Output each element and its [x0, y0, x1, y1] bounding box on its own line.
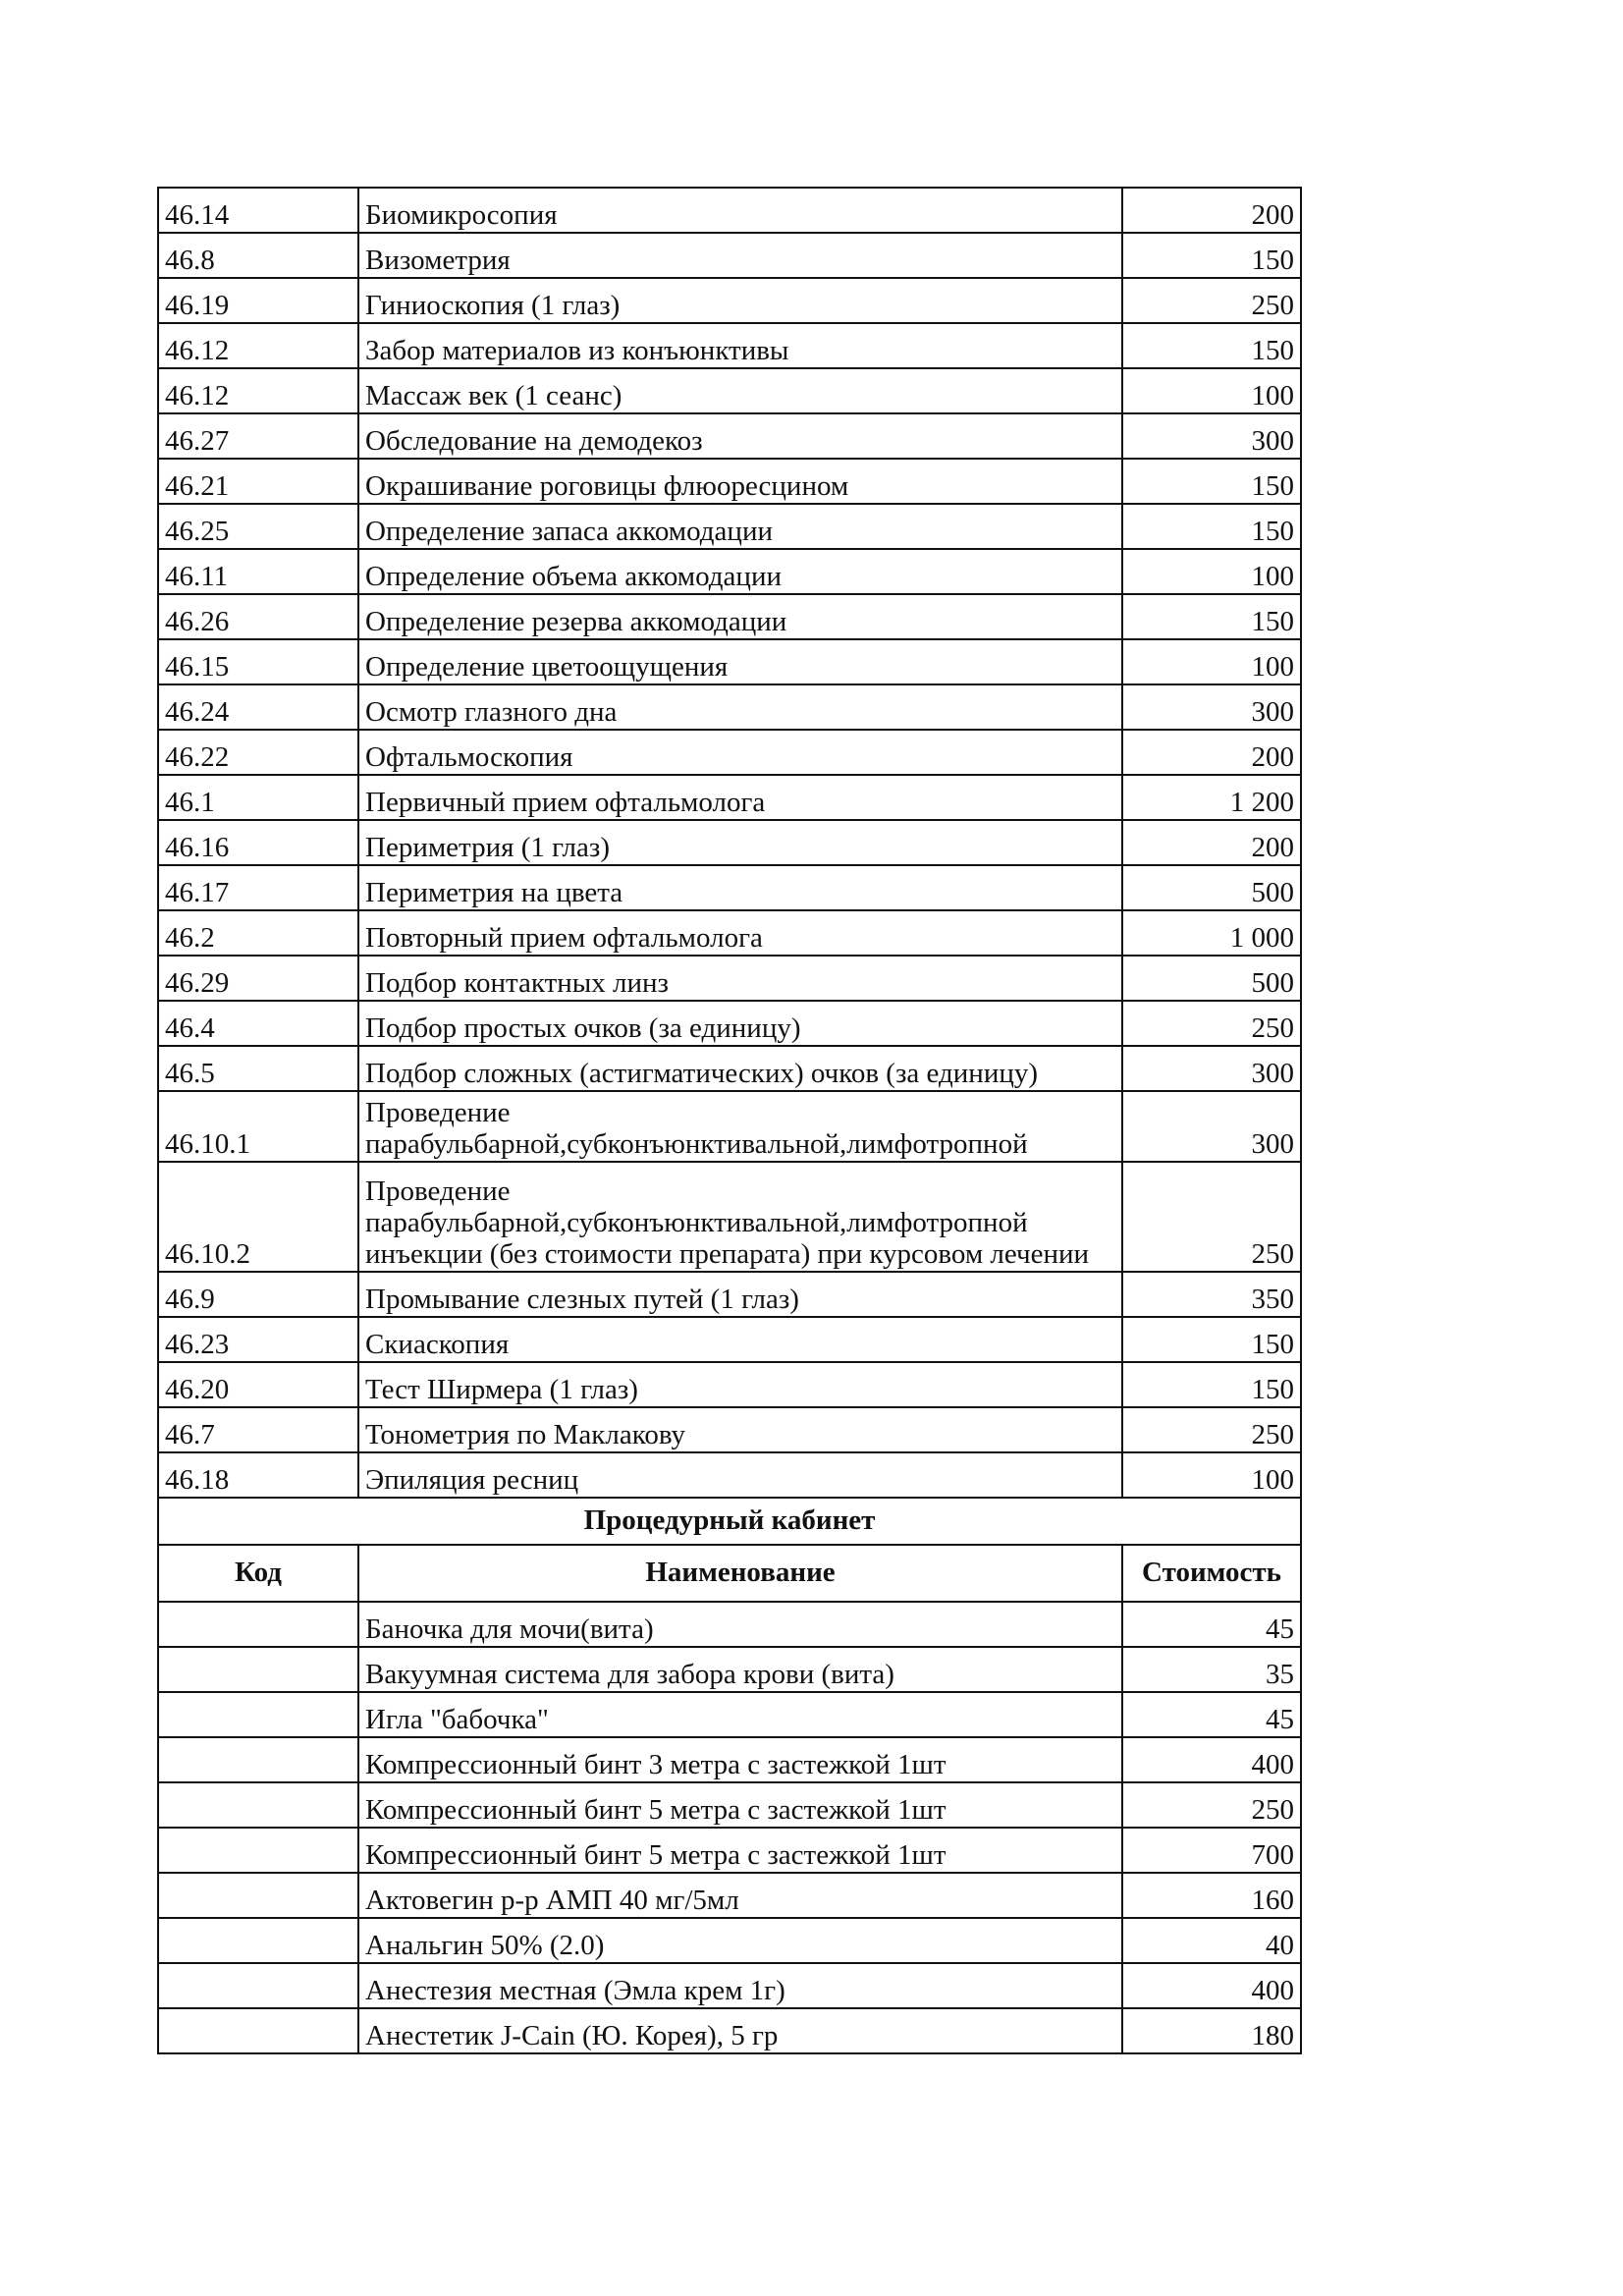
- row-code: 46.21: [158, 459, 358, 504]
- table-row: [158, 1737, 1301, 1782]
- procedure-section-heading: [158, 1498, 1301, 1602]
- row-code: 46.5: [158, 1046, 358, 1091]
- row-price: 200: [1122, 730, 1301, 775]
- row-code: 46.12: [158, 368, 358, 413]
- row-name: Окрашивание роговицы флюоресцином: [358, 459, 1122, 504]
- row-name: Определение запаса аккомодации: [358, 504, 1122, 549]
- row-name: [358, 1162, 1122, 1272]
- table-row: [158, 1272, 1301, 1317]
- row-code: 46.26: [158, 594, 358, 639]
- row-code: 46.27: [158, 413, 358, 459]
- row-price: 1 000: [1122, 910, 1301, 956]
- row-name: Определение резерва аккомодации: [358, 594, 1122, 639]
- row-name: Забор материалов из конъюнктивы: [358, 323, 1122, 368]
- row-code: 46.8: [158, 233, 358, 278]
- section-title: Процедурный кабинет: [158, 1498, 1301, 1545]
- row-name: Офтальмоскопия: [358, 730, 1122, 775]
- column-header-row: [158, 1545, 1301, 1602]
- row-name: Тест Ширмера (1 глаз): [358, 1362, 1122, 1407]
- row-name: Подбор контактных линз: [358, 956, 1122, 1001]
- row-code: 46.20: [158, 1362, 358, 1407]
- row-name: Периметрия (1 глаз): [358, 820, 1122, 865]
- row-name: Вакуумная система для забора крови (вита): [358, 1647, 1122, 1692]
- row-name: Анальгин 50% (2.0): [358, 1918, 1122, 1963]
- row-price: 35: [1122, 1647, 1301, 1692]
- table-row: [158, 910, 1301, 956]
- row-name-line: инъекции (без стоимости препарата) при курсовом лечении: [365, 1238, 1090, 1271]
- row-price: 500: [1122, 956, 1301, 1001]
- table-row: [158, 1647, 1301, 1692]
- table-row: [158, 1046, 1301, 1091]
- row-code: [158, 1602, 358, 1647]
- row-price: 150: [1122, 594, 1301, 639]
- table-row: [158, 1828, 1301, 1873]
- row-price: 100: [1122, 368, 1301, 413]
- procedure-section: [158, 1602, 1301, 2053]
- row-price: 45: [1122, 1692, 1301, 1737]
- row-price: 100: [1122, 639, 1301, 684]
- table-row: [158, 730, 1301, 775]
- row-price: 150: [1122, 323, 1301, 368]
- row-code: 46.19: [158, 278, 358, 323]
- row-code: [158, 1692, 358, 1737]
- row-price: 250: [1122, 278, 1301, 323]
- column-header-name: Наименование: [358, 1545, 1122, 1602]
- table-row: [158, 775, 1301, 820]
- row-name: Компрессионный бинт 3 метра с застежкой 1шт: [358, 1737, 1122, 1782]
- row-code: 46.29: [158, 956, 358, 1001]
- row-code: [158, 1963, 358, 2008]
- row-price: 150: [1122, 459, 1301, 504]
- table-row: [158, 1407, 1301, 1452]
- row-price: 160: [1122, 1873, 1301, 1918]
- row-code: 46.23: [158, 1317, 358, 1362]
- row-name: Анестезия местная (Эмла крем 1г): [358, 1963, 1122, 2008]
- table-row: [158, 1001, 1301, 1046]
- row-code: [158, 1828, 358, 1873]
- table-row: [158, 368, 1301, 413]
- row-code: 46.12: [158, 323, 358, 368]
- row-name: Первичный прием офтальмолога: [358, 775, 1122, 820]
- row-code: [158, 1647, 358, 1692]
- table-row: [158, 1317, 1301, 1362]
- row-code: 46.16: [158, 820, 358, 865]
- ophthalmology-section: [158, 188, 1301, 1498]
- row-name: Биомикросопия: [358, 188, 1122, 233]
- column-header-code: Код: [158, 1545, 358, 1602]
- row-price: 100: [1122, 549, 1301, 594]
- row-name: Периметрия на цвета: [358, 865, 1122, 910]
- table-row: [158, 1692, 1301, 1737]
- row-price: 150: [1122, 1362, 1301, 1407]
- table-row: [158, 233, 1301, 278]
- row-name-line: парабульбарной,субконъюнктивальной,лимфотропной: [365, 1128, 1028, 1161]
- row-code: 46.25: [158, 504, 358, 549]
- row-code: 46.2: [158, 910, 358, 956]
- table-row: [158, 1918, 1301, 1963]
- row-price: 150: [1122, 504, 1301, 549]
- table-row: [158, 865, 1301, 910]
- row-price: 350: [1122, 1272, 1301, 1317]
- price-table: [157, 187, 1302, 2054]
- table-row: [158, 1602, 1301, 1647]
- row-name: Эпиляция ресниц: [358, 1452, 1122, 1498]
- row-name: Определение объема аккомодации: [358, 549, 1122, 594]
- row-name: Игла "бабочка": [358, 1692, 1122, 1737]
- row-code: 46.4: [158, 1001, 358, 1046]
- row-name: Промывание слезных путей (1 глаз): [358, 1272, 1122, 1317]
- row-code: 46.14: [158, 188, 358, 233]
- row-price: 150: [1122, 233, 1301, 278]
- row-price: 200: [1122, 188, 1301, 233]
- table-row: [158, 504, 1301, 549]
- row-code: 46.1: [158, 775, 358, 820]
- row-name: Осмотр глазного дна: [358, 684, 1122, 730]
- row-price: 150: [1122, 1317, 1301, 1362]
- row-name: Визометрия: [358, 233, 1122, 278]
- row-code: [158, 1737, 358, 1782]
- table-row: [158, 1452, 1301, 1498]
- table-row: [158, 2008, 1301, 2053]
- table-row: [158, 413, 1301, 459]
- row-price: 200: [1122, 820, 1301, 865]
- row-code: [158, 1918, 358, 1963]
- table-row: [158, 639, 1301, 684]
- row-price: 300: [1122, 684, 1301, 730]
- row-name: Компрессионный бинт 5 метра с застежкой 1шт: [358, 1828, 1122, 1873]
- row-code: [158, 1873, 358, 1918]
- row-price: 400: [1122, 1737, 1301, 1782]
- row-name: Компрессионный бинт 5 метра с застежкой 1шт: [358, 1782, 1122, 1828]
- table-row: [158, 549, 1301, 594]
- row-code: [158, 1782, 358, 1828]
- section-title-row: [158, 1498, 1301, 1545]
- row-price: 300: [1122, 1046, 1301, 1091]
- row-code: 46.18: [158, 1452, 358, 1498]
- table-row: [158, 278, 1301, 323]
- row-name: Скиаскопия: [358, 1317, 1122, 1362]
- table-row: [158, 1162, 1301, 1272]
- row-name: Определение цветоощущения: [358, 639, 1122, 684]
- row-code: 46.15: [158, 639, 358, 684]
- row-price: 700: [1122, 1828, 1301, 1873]
- row-code: 46.7: [158, 1407, 358, 1452]
- row-price: 100: [1122, 1452, 1301, 1498]
- row-code: 46.24: [158, 684, 358, 730]
- row-price: 180: [1122, 2008, 1301, 2053]
- table-row: [158, 459, 1301, 504]
- table-row: [158, 820, 1301, 865]
- row-name-line: Проведение: [365, 1097, 511, 1129]
- row-code: 46.10.1: [158, 1091, 358, 1162]
- row-name: Массаж век (1 сеанс): [358, 368, 1122, 413]
- table-row: [158, 956, 1301, 1001]
- row-code: 46.17: [158, 865, 358, 910]
- row-price: 250: [1122, 1001, 1301, 1046]
- row-name-line: парабульбарной,субконъюнктивальной,лимфотропной: [365, 1207, 1028, 1239]
- table-row: [158, 684, 1301, 730]
- row-name: Подбор сложных (астигматических) очков (за единицу): [358, 1046, 1122, 1091]
- table-row: [158, 1362, 1301, 1407]
- row-price: 500: [1122, 865, 1301, 910]
- table-row: [158, 188, 1301, 233]
- row-price: 250: [1122, 1162, 1301, 1272]
- row-price: 300: [1122, 1091, 1301, 1162]
- table-row: [158, 1873, 1301, 1918]
- row-price: 300: [1122, 413, 1301, 459]
- table-row: [158, 1091, 1301, 1162]
- row-code: 46.9: [158, 1272, 358, 1317]
- table-row: [158, 1963, 1301, 2008]
- row-price: 250: [1122, 1782, 1301, 1828]
- row-price: 400: [1122, 1963, 1301, 2008]
- row-name: Подбор простых очков (за единицу): [358, 1001, 1122, 1046]
- row-name-line: Проведение: [365, 1175, 511, 1208]
- table-row: [158, 323, 1301, 368]
- row-name: Обследование на демодекоз: [358, 413, 1122, 459]
- row-name: Повторный прием офтальмолога: [358, 910, 1122, 956]
- table-row: [158, 1782, 1301, 1828]
- row-code: 46.10.2: [158, 1162, 358, 1272]
- row-name: Тонометрия по Маклакову: [358, 1407, 1122, 1452]
- row-price: 1 200: [1122, 775, 1301, 820]
- row-price: 45: [1122, 1602, 1301, 1647]
- row-code: 46.22: [158, 730, 358, 775]
- column-header-price: Стоимость: [1122, 1545, 1301, 1602]
- row-name: Актовегин р-р АМП 40 мг/5мл: [358, 1873, 1122, 1918]
- row-code: [158, 2008, 358, 2053]
- row-name: [358, 1091, 1122, 1162]
- row-name: Гиниоскопия (1 глаз): [358, 278, 1122, 323]
- table-row: [158, 594, 1301, 639]
- row-code: 46.11: [158, 549, 358, 594]
- row-price: 40: [1122, 1918, 1301, 1963]
- row-name: Анестетик J-Cain (Ю. Корея), 5 гр: [358, 2008, 1122, 2053]
- row-name: Баночка для мочи(вита): [358, 1602, 1122, 1647]
- row-price: 250: [1122, 1407, 1301, 1452]
